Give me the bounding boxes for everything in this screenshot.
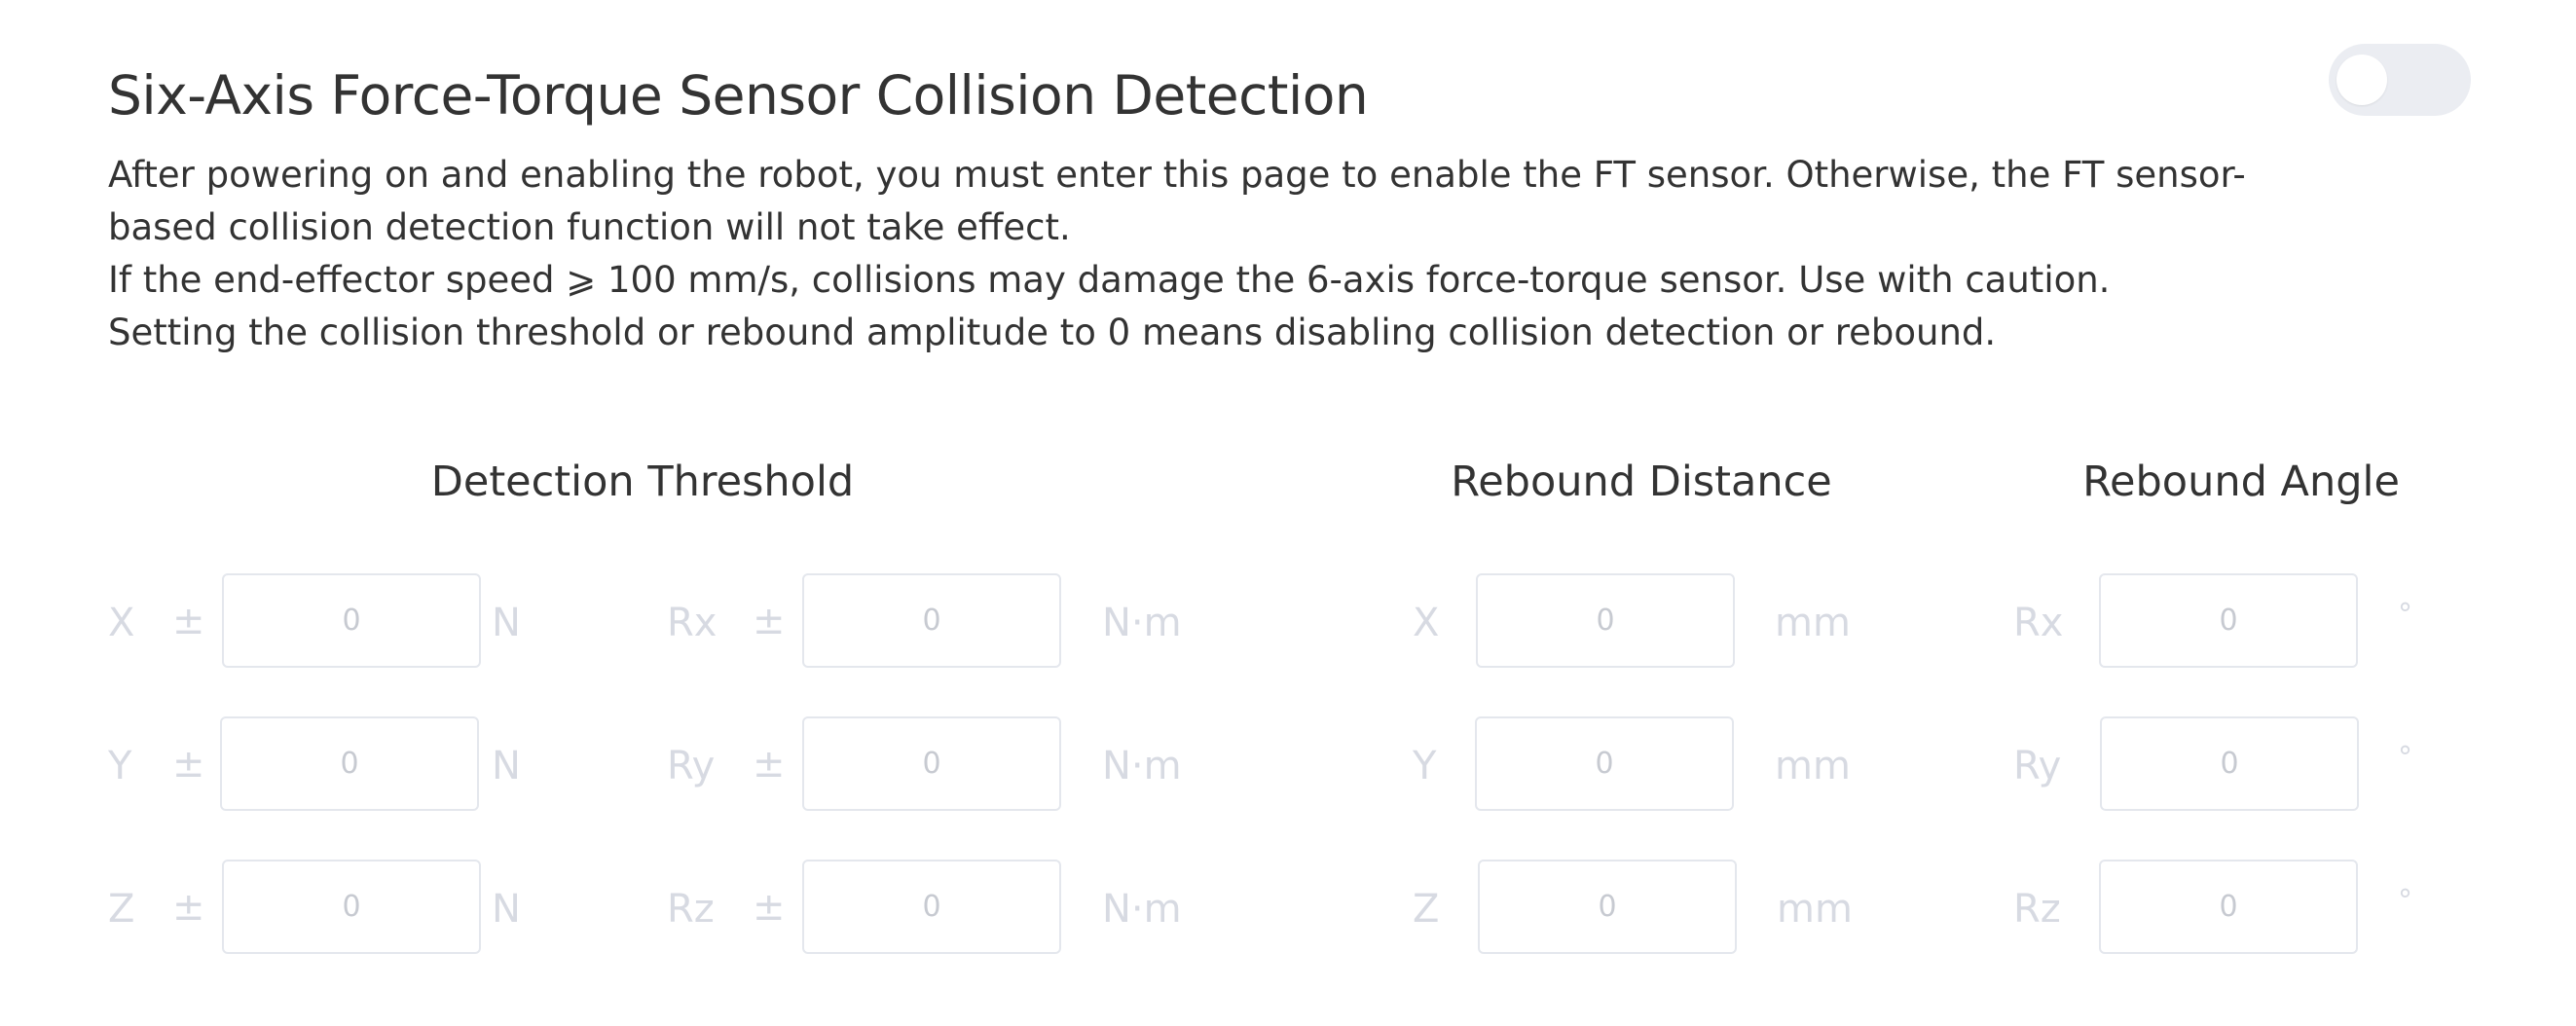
torque-ry-threshold-input[interactable]: [802, 716, 1061, 811]
rebound-z-distance-input[interactable]: [1478, 860, 1737, 954]
rebound-distance-heading: Rebound Distance: [1451, 458, 1832, 506]
rebound-x-distance-input[interactable]: [1476, 573, 1735, 668]
force-z-threshold-input[interactable]: [222, 860, 481, 954]
toggle-knob: [2337, 55, 2387, 105]
rebound-ry-label: Ry: [2013, 744, 2062, 788]
degree-icon: °: [2398, 884, 2412, 918]
force-x-label: X: [108, 601, 135, 645]
rebound-y-label: Y: [1413, 744, 1437, 788]
rebound-ry-angle-input[interactable]: [2100, 716, 2359, 811]
rebound-y-unit: mm: [1775, 744, 1851, 788]
plus-minus-icon: ±: [172, 742, 205, 787]
plus-minus-icon: ±: [172, 599, 205, 643]
torque-rz-label: Rz: [667, 887, 715, 932]
force-z-label: Z: [108, 887, 135, 932]
force-x-unit: N: [492, 601, 521, 645]
rebound-y-distance-input[interactable]: [1475, 716, 1734, 811]
torque-rz-unit: N·m: [1102, 887, 1182, 932]
torque-rx-threshold-input[interactable]: [802, 573, 1061, 668]
rebound-z-unit: mm: [1777, 887, 1853, 932]
page-title: Six-Axis Force-Torque Sensor Collision Detection: [108, 64, 1369, 127]
rebound-z-label: Z: [1413, 887, 1440, 932]
degree-icon: °: [2398, 598, 2412, 632]
description: [108, 149, 2347, 359]
torque-rz-threshold-input[interactable]: [802, 860, 1061, 954]
force-y-unit: N: [492, 744, 521, 788]
plus-minus-icon: ±: [753, 599, 786, 643]
force-x-threshold-input[interactable]: [222, 573, 481, 668]
plus-minus-icon: ±: [753, 742, 786, 787]
plus-minus-icon: ±: [172, 885, 205, 930]
rebound-rx-angle-input[interactable]: [2099, 573, 2358, 668]
torque-ry-unit: N·m: [1102, 744, 1182, 788]
rebound-angle-heading: Rebound Angle: [2082, 458, 2400, 506]
description-line: After powering on and enabling the robot, you must enter this page to enable the FT sensor. Otherwise, the FT sensor-based collision detection function will not take effect.: [108, 154, 2246, 248]
degree-icon: °: [2398, 741, 2412, 775]
torque-ry-label: Ry: [667, 744, 716, 788]
rebound-rz-angle-input[interactable]: [2099, 860, 2358, 954]
ft-sensor-enable-toggle[interactable]: [2329, 44, 2471, 116]
rebound-x-unit: mm: [1775, 601, 1851, 645]
description-line: If the end-effector speed ⩾ 100 mm/s, collisions may damage the 6-axis force-torque sensor. Use with caution.: [108, 259, 2111, 301]
force-z-unit: N: [492, 887, 521, 932]
force-y-threshold-input[interactable]: [220, 716, 479, 811]
plus-minus-icon: ±: [753, 885, 786, 930]
detection-threshold-heading: Detection Threshold: [430, 458, 855, 506]
torque-rx-label: Rx: [667, 601, 718, 645]
rebound-rx-label: Rx: [2013, 601, 2064, 645]
force-y-label: Y: [108, 744, 132, 788]
torque-rx-unit: N·m: [1102, 601, 1182, 645]
rebound-rz-label: Rz: [2013, 887, 2061, 932]
rebound-x-label: X: [1413, 601, 1440, 645]
description-line: Setting the collision threshold or rebound amplitude to 0 means disabling collision detection or rebound.: [108, 311, 1997, 353]
